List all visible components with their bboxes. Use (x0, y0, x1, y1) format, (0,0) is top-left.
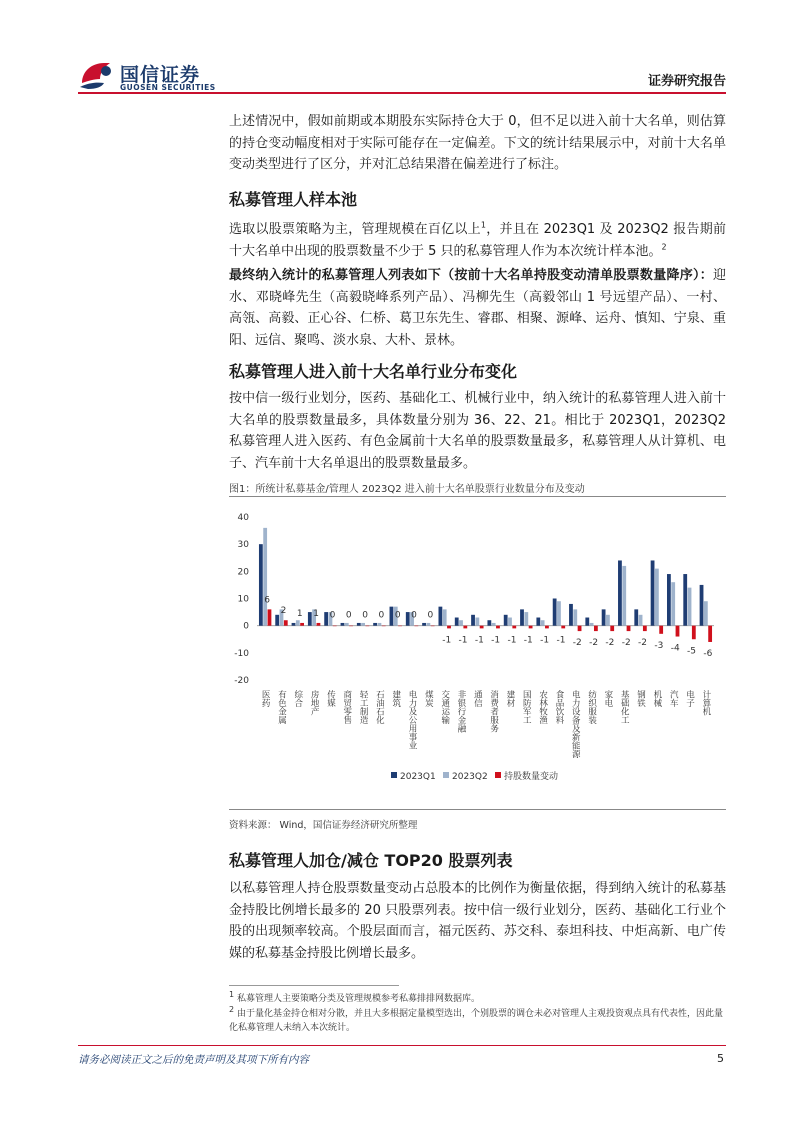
x-category-label: 综合 (292, 690, 303, 707)
change-data-label: -1 (540, 635, 550, 646)
legend-label-1: 2023Q2 (452, 772, 488, 782)
bar-2023Q1-7 (373, 623, 377, 626)
x-category-label: 传媒 (325, 690, 336, 707)
x-category-label: 轻工制造 (358, 690, 369, 724)
bar-2023Q2-22 (622, 566, 626, 626)
change-data-label: -1 (556, 635, 566, 646)
y-tick-label: 40 (237, 513, 249, 523)
y-tick-label: 0 (243, 621, 249, 632)
bar-2023Q1-24 (651, 560, 655, 625)
x-category-label: 交通运输 (439, 690, 450, 724)
bar-持股数量变动-23 (643, 626, 647, 631)
bar-2023Q1-3 (308, 612, 312, 626)
sample-pool-text-a: 选取以股票策略为主，管理规模在百亿以上 (229, 222, 481, 237)
bar-2023Q2-20 (590, 623, 594, 626)
x-category-label: 农林牧渔 (537, 690, 548, 724)
x-category-label: 汽车 (668, 690, 679, 707)
footnote-divider (229, 985, 399, 986)
x-category-label: 计算机 (700, 690, 711, 716)
bar-2023Q2-21 (606, 615, 610, 626)
bar-2023Q2-12 (459, 620, 463, 625)
change-data-label: -2 (572, 638, 582, 649)
bar-持股数量变动-5 (349, 626, 353, 627)
sample-pool-text-b: ，并且在 2023Q1 及 2023Q2 报告期前十大名单中出现的股票数量不少于 5 只的私募管理人作为本次统计样本池。 (229, 222, 726, 259)
logo-text-en: GUOSEN SECURITIES (120, 83, 216, 92)
footer-divider (78, 1045, 726, 1046)
top20-paragraph: 以私募管理人持仓股票数量变动占总股本的比例作为衡量依据，得到纳入统计的私募基金持股比例增长最多的 20 只股票列表。按中信一级行业划分，医药、基础化工行业个股的出现频率较高。个股层面而言，福元医药、苏交科、泰坦科技、中炬高新、电广传媒的私募基金持股比例增长最多。 (229, 881, 726, 961)
footnote-ref-2[interactable]: 2 (661, 242, 667, 252)
x-category-label: 医药 (260, 690, 271, 707)
bar-持股数量变动-0 (268, 609, 272, 625)
bar-持股数量变动-3 (317, 623, 321, 626)
bar-持股数量变动-1 (284, 620, 288, 625)
footnote-1 (229, 992, 726, 1006)
bar-持股数量变动-24 (659, 626, 663, 634)
y-tick-label: -10 (234, 648, 249, 659)
footnote-ref-1[interactable]: 1 (480, 220, 486, 230)
y-tick-label: 20 (237, 567, 249, 578)
legend-label-0: 2023Q1 (400, 772, 436, 782)
bar-2023Q2-11 (443, 609, 447, 625)
bar-2023Q1-19 (569, 604, 573, 626)
bar-持股数量变动-20 (594, 626, 598, 631)
bar-持股数量变动-9 (414, 626, 418, 627)
x-category-label: 食品饮料 (553, 690, 564, 724)
bar-持股数量变动-10 (431, 626, 435, 627)
change-data-label: 0 (345, 610, 352, 621)
change-data-label: -1 (458, 635, 468, 646)
change-data-label: -1 (442, 635, 452, 646)
bar-2023Q1-12 (455, 618, 459, 626)
bar-2023Q1-17 (536, 618, 540, 626)
change-data-label: -2 (589, 638, 599, 649)
x-category-label: 煤炭 (423, 690, 434, 707)
bar-2023Q2-0 (263, 528, 267, 626)
bar-2023Q1-10 (422, 623, 426, 626)
x-category-label: 消费者服务 (488, 690, 499, 733)
manager-list-lead: 最终纳入统计的私募管理人列表如下（按前十大名单持股变动清单股票数量降序）： (229, 268, 713, 283)
bar-2023Q1-15 (504, 615, 508, 626)
change-data-label: -1 (474, 635, 484, 646)
bar-持股数量变动-15 (512, 626, 516, 629)
bar-持股数量变动-11 (447, 626, 451, 629)
change-data-label: 0 (362, 610, 368, 621)
bar-2023Q1-16 (520, 609, 524, 625)
y-tick-label: -20 (234, 676, 249, 686)
bar-2023Q2-17 (541, 620, 545, 625)
change-data-label: 0 (329, 610, 336, 621)
bar-2023Q1-9 (406, 612, 410, 626)
bar-2023Q2-13 (475, 618, 479, 626)
bar-2023Q2-15 (508, 618, 512, 626)
bar-2023Q2-6 (361, 623, 365, 626)
footnote-2 (229, 1007, 726, 1035)
guosen-logo-icon (78, 57, 114, 91)
change-data-label: 0 (378, 610, 385, 621)
figure-top-divider (229, 496, 726, 497)
legend-label-2: 持股数量变动 (504, 772, 559, 782)
bar-持股数量变动-26 (692, 626, 696, 640)
bar-2023Q1-26 (683, 574, 687, 626)
change-data-label: -2 (638, 638, 648, 649)
bar-2023Q2-2 (296, 620, 300, 625)
sample-pool-paragraph (229, 219, 726, 262)
bar-持股数量变动-16 (529, 626, 533, 629)
bar-2023Q1-8 (390, 607, 394, 626)
logo-text-cn: 国信证券 (120, 64, 201, 86)
x-category-label: 非银行金融 (456, 690, 467, 733)
bar-2023Q1-20 (585, 618, 589, 626)
bar-持股数量变动-2 (300, 623, 304, 626)
bar-2023Q1-4 (324, 612, 328, 626)
change-data-label: 1 (296, 608, 303, 619)
bar-2023Q1-1 (275, 615, 279, 626)
bar-2023Q1-13 (471, 615, 475, 626)
change-data-label: -3 (654, 640, 664, 651)
footnote-text-1: 私募管理人主要策略分类及管理规模参考私募排排网数据库。 (236, 994, 480, 1004)
bar-持股数量变动-17 (545, 626, 549, 629)
bar-持股数量变动-13 (480, 626, 484, 629)
x-category-label: 建筑 (390, 690, 401, 707)
x-category-label: 电子 (684, 690, 695, 707)
manager-list-names: 迎水、邓晓峰先生（高毅晓峰系列产品）、冯柳先生（高毅邻山 1 号远望产品）、一村、高瓴、高毅、正心谷、仁桥、葛卫东先生、睿郡、相聚、源峰、运舟、慎知、宁泉、重阳、远信、聚鸣、淡水泉、大朴、景林。 (229, 268, 726, 348)
bar-2023Q1-6 (357, 623, 361, 626)
bar-持股数量变动-12 (463, 626, 467, 629)
manager-list-paragraph (229, 265, 726, 351)
footnote-mark-2: 2 (229, 1005, 235, 1014)
report-type-label: 证券研究报告 (647, 74, 726, 89)
legend-swatch-1 (443, 772, 449, 778)
bar-持股数量变动-14 (496, 626, 500, 629)
change-data-label: -1 (523, 635, 533, 646)
bar-2023Q2-5 (345, 623, 349, 626)
bar-持股数量变动-25 (676, 626, 680, 637)
page-number: 5 (717, 1052, 724, 1065)
x-category-label: 通信 (472, 690, 483, 707)
x-category-label: 有色金属 (276, 690, 287, 724)
bar-持股数量变动-4 (333, 626, 337, 627)
change-data-label: 6 (264, 595, 271, 606)
bar-持股数量变动-21 (610, 626, 614, 631)
bar-持股数量变动-22 (627, 626, 631, 631)
bar-2023Q1-11 (438, 607, 442, 626)
change-data-label: 0 (427, 610, 434, 621)
x-category-label: 电力及公用事业 (407, 690, 418, 750)
bar-2023Q1-18 (553, 599, 557, 626)
change-data-label: 2 (280, 606, 287, 617)
bar-2023Q1-5 (341, 623, 345, 626)
bar-2023Q2-27 (704, 601, 708, 625)
industry-bar-chart (229, 500, 726, 805)
x-category-label: 商贸零售 (341, 690, 352, 724)
change-data-label: -1 (507, 635, 517, 646)
disclaimer-link[interactable]: 请务必阅读正文之后的免责声明及其项下所有内容 (78, 1054, 309, 1066)
x-category-label: 国防军工 (521, 690, 532, 724)
change-data-label: 1 (313, 608, 319, 619)
change-data-label: -2 (605, 638, 615, 649)
x-category-label: 建材 (504, 690, 515, 707)
header-divider (78, 92, 726, 94)
legend-swatch-2 (495, 772, 501, 778)
bar-持股数量变动-19 (578, 626, 582, 631)
change-data-label: -1 (491, 635, 501, 646)
bar-2023Q1-21 (602, 609, 606, 625)
bar-持股数量变动-18 (561, 626, 565, 629)
legend-swatch-0 (391, 772, 397, 778)
bar-持股数量变动-27 (708, 626, 712, 642)
y-tick-label: 30 (237, 540, 249, 551)
bar-2023Q2-23 (639, 615, 643, 626)
bar-2023Q1-2 (292, 623, 296, 626)
bar-2023Q2-19 (573, 609, 577, 625)
bar-2023Q1-23 (634, 609, 638, 625)
change-data-label: -5 (687, 646, 697, 657)
footnote-mark-1: 1 (229, 990, 235, 999)
x-category-label: 钢铁 (635, 690, 646, 707)
bar-2023Q1-14 (487, 620, 491, 625)
change-data-label: -4 (670, 643, 680, 654)
x-category-label: 电力设备及新能源 (570, 690, 581, 758)
x-category-label: 基础化工 (619, 690, 630, 724)
bar-2023Q1-0 (259, 544, 263, 626)
change-data-label: 0 (394, 610, 401, 621)
x-category-label: 纺织服装 (586, 690, 597, 724)
section-title-sample-pool: 私募管理人样本池 (229, 190, 358, 209)
x-category-label: 石油石化 (374, 690, 385, 724)
bar-2023Q1-25 (667, 574, 671, 626)
bar-持股数量变动-7 (382, 626, 386, 627)
change-data-label: 0 (411, 610, 417, 621)
bar-2023Q2-25 (671, 582, 675, 625)
industry-distribution-paragraph: 按中信一级行业划分，医药、基础化工、机械行业中，纳入统计的私募管理人进入前十大名单的股票数量最多，具体数量分别为 36、22、21。相比于 2023Q1，2023Q2 私募管理人进入医药、有色金属前十大名单的股票数量最多，私募管理人从计算机、电子、汽车前十大名单退出的股票数量最多。 (229, 391, 726, 471)
bar-2023Q1-22 (618, 560, 622, 625)
bar-持股数量变动-8 (398, 626, 402, 627)
x-category-label: 机械 (651, 690, 662, 707)
x-category-label: 房地产 (309, 690, 320, 716)
y-tick-label: 10 (237, 594, 249, 605)
bar-2023Q1-27 (700, 585, 704, 626)
bar-2023Q2-7 (378, 623, 382, 626)
section-title-industry-distribution: 私募管理人进入前十大名单行业分布变化 (229, 362, 518, 381)
change-data-label: -2 (621, 638, 631, 649)
intro-paragraph: 上述情况中，假如前期或本期股东实际持仓大于 0，但不足以进入前十大名单，则估算的持仓变动幅度相对于实际可能存在一定偏差。下文的统计结果展示中，对前十大名单变动类型进行了区分，并对汇总结果潜在偏差进行了标注。 (229, 114, 726, 172)
bar-2023Q2-10 (426, 623, 430, 626)
bar-2023Q2-24 (655, 569, 659, 626)
bar-2023Q2-14 (492, 623, 496, 626)
footnote-text-2: 由于量化基金持仓相对分散，并且大多根据定量模型选出，个别股票的调仓未必对管理人主观投资观点具有代表性，因此量化私募管理人未纳入本次统计。 (229, 1009, 723, 1033)
section-title-top20: 私募管理人加仓/减仓 TOP20 股票列表 (229, 851, 513, 870)
figure-caption: 图1：所统计私募基金/管理人 2023Q2 进入前十大名单股票行业数量分布及变动 (229, 484, 585, 495)
bar-持股数量变动-6 (365, 626, 369, 627)
bar-2023Q2-16 (524, 612, 528, 626)
x-category-label: 家电 (602, 690, 613, 707)
bar-2023Q2-18 (557, 601, 561, 625)
figure-bottom-divider (229, 809, 726, 810)
bar-2023Q2-26 (688, 588, 692, 626)
change-data-label: -6 (703, 648, 713, 659)
figure-source: 资料来源： Wind，国信证券经济研究所整理 (229, 820, 418, 831)
